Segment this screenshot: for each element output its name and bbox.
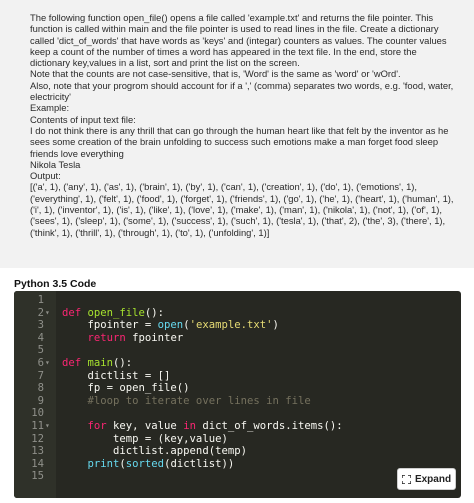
code-token: print [87, 457, 120, 470]
code-token: def [62, 306, 88, 319]
line-number: 7 [37, 369, 44, 382]
code-line [14, 395, 461, 408]
line-number: 3 [37, 319, 44, 332]
line-number: 15 [31, 470, 44, 483]
code-token: dict_of_words.items(): [195, 420, 343, 432]
code-line [14, 319, 461, 332]
code-line [14, 332, 461, 345]
code-text [62, 357, 132, 370]
code-line [14, 407, 461, 420]
code-line [14, 357, 461, 370]
code-token: def [62, 357, 88, 369]
line-number: 5 [37, 344, 44, 357]
code-token: 'example.txt' [189, 319, 273, 332]
code-token: #loop to iterate over lines in file [62, 394, 311, 407]
code-line [14, 370, 461, 383]
code-text [62, 458, 234, 471]
problem-paragraph: [('a', 1), ('any', 1), ('as', 1), ('brain', 1), ('by', 1), ('can', 1), ('creation', 1), ('do', 1), ('emotions', 1), ('everything', 1), ('felt', 1), ('food', 1), ('forget', 1), ('friends', 1), ('go', 1), ('he', 1), ('heart', 1), ('human', 1), ('i', 1), ('inventor', 1), ('is', 1), ('like', 1), ('love', 1), ('make', 1), ('man', 1), ('nikola', 1), ('not', 1), ('of', 1), ('sees', 1), ('sleep', 1), ('some', 1), ('success', 1), ('such', 1), ('tesla', 1), ('that', 2), ('the', 3), ('there', 1), ('think', 1), ('thrill', 1), ('through', 1), ('to', 1), ('unfolding', 1)] [30, 181, 454, 238]
problem-text [30, 12, 456, 238]
code-line [14, 382, 461, 395]
problem-paragraph: Note that the counts are not case-sensitive, that is, 'Word' is the same as 'word' or 'wOrd'. [30, 68, 401, 80]
code-editor[interactable] [14, 291, 461, 498]
code-line [14, 307, 461, 320]
code-token: open [157, 319, 184, 332]
code-line [14, 458, 461, 471]
code-token: for [87, 420, 107, 432]
code-text [62, 445, 247, 458]
line-number: 11 [31, 420, 44, 432]
code-text [62, 307, 164, 320]
fold-arrow-icon[interactable]: ▾ [45, 307, 50, 317]
code-token: main [87, 357, 114, 369]
line-number: 14 [31, 457, 44, 470]
line-number: 9 [37, 394, 44, 407]
code-line [14, 420, 461, 433]
problem-paragraph: The following function open_file() opens a file called 'example.txt' and returns the file pointer. This function is called within main and the file pointer is used to read lines in the file. Create a dictionary called 'dict_of_words' that have words as 'keys' and (integar) counters as values. The counter values keep a count of the number of times a word has appeared in the text file. In the end, store the dictionary key,values in a list, sort and print the list on the screen. [30, 12, 447, 69]
code-line [14, 294, 461, 307]
line-number: 10 [31, 407, 44, 420]
code-token: dictlist = [] [62, 369, 171, 382]
code-token [62, 458, 88, 470]
code-text [62, 433, 228, 446]
code-token [62, 332, 88, 344]
code-line [14, 445, 461, 458]
code-token: ( [183, 319, 190, 332]
problem-paragraph: I do not think there is any thrill that can go through the human heart like that felt by the inventor as he sees some creation of the brain unfolding to success such emotions make a man forget food sleep friends love everything [30, 124, 449, 159]
code-text [62, 395, 311, 408]
code-token: ) [272, 319, 279, 332]
code-text [62, 332, 183, 345]
problem-paragraph: Example: [30, 102, 70, 114]
code-token: (): [144, 306, 165, 319]
code-token [62, 420, 88, 432]
line-number: 2 [37, 306, 44, 319]
code-token: dictlist.append(temp) [62, 445, 247, 458]
code-token: key, value [106, 420, 184, 432]
problem-paragraph: Contents of input text file: [30, 113, 136, 125]
code-token: sorted [125, 457, 165, 470]
code-line [14, 470, 461, 483]
code-token: in [183, 420, 196, 432]
code-token: open_file [87, 306, 145, 319]
line-number: 13 [31, 445, 44, 458]
code-text [62, 420, 343, 433]
code-text [62, 370, 170, 383]
code-token: fpointer [125, 331, 184, 344]
code-line [14, 433, 461, 446]
fold-arrow-icon[interactable]: ▾ [45, 421, 50, 430]
line-number: 4 [37, 331, 44, 344]
code-token: fpointer = [62, 319, 158, 332]
code-token: (): [113, 357, 133, 369]
code-text [62, 319, 279, 332]
line-number: 1 [37, 294, 44, 306]
problem-paragraph: Output: [30, 170, 61, 182]
expand-label: Expand [414, 473, 452, 485]
fold-arrow-icon[interactable]: ▾ [45, 358, 50, 367]
expand-icon [402, 475, 411, 484]
line-number: 8 [37, 382, 44, 395]
code-token: fp = open_file() [62, 382, 190, 395]
problem-paragraph: Nikola Tesla [30, 158, 81, 170]
code-token: return [87, 331, 126, 344]
expand-button[interactable] [397, 468, 456, 490]
code-title: Python 3.5 Code [14, 278, 97, 290]
line-number: 6 [37, 357, 44, 369]
code-token: ( [119, 457, 126, 470]
code-line [14, 344, 461, 357]
code-token: temp = (key,value) [62, 432, 228, 445]
line-number: 12 [31, 432, 44, 445]
problem-paragraph: Also, note that your progrom should account for if a ',' (comma) separates two words, e.g. 'food, water, electricity' [30, 79, 454, 103]
code-token: (dictlist)) [164, 457, 235, 470]
code-text [62, 382, 190, 395]
